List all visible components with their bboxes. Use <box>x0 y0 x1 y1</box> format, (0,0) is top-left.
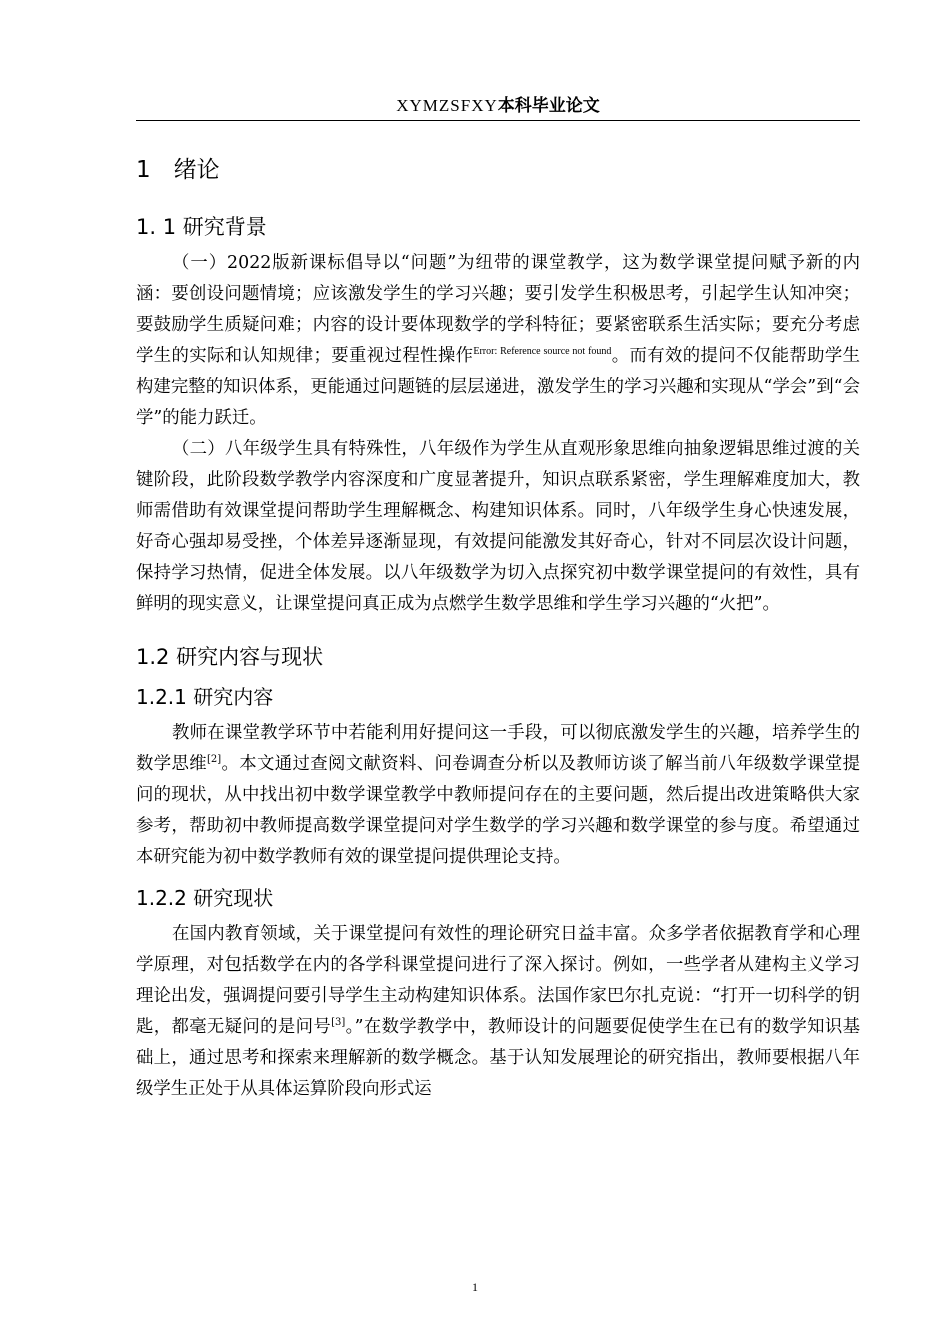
subsection-title-1-2-1: 1.2.1 研究内容 <box>136 685 274 709</box>
header-label: 本科毕业论文 <box>497 96 600 116</box>
paragraph-text: 。”在数学教学中，教师设计的问题要促使学生在已有的数学知识基础上，通过思考和探索来理解新的数学概念。基于认知发展理论的研究指出，教师要根据八年级学生正处于从具体运算阶段向形式运 <box>136 1017 860 1099</box>
reference-error-note: Error: Reference source not found <box>473 346 612 357</box>
section-title-1-1: 1. 1 研究背景 <box>136 215 267 239</box>
section-title-1-2: 1.2 研究内容与现状 <box>136 645 324 669</box>
paragraph-background-1 <box>136 248 860 434</box>
paragraph-research-status <box>136 919 860 1105</box>
citation-ref: [3] <box>331 1017 346 1028</box>
paragraph-text: （一）2022版新课标倡导以“问题”为纽带的课堂教学，这为数学课堂提问赋予新的内涵：要创设问题情境；应该激发学生的学习兴趣；要引发学生积极思考，引起学生认知冲突；要鼓励学生质疑问难；内容的设计要体现数学的学科特征；要紧密联系生活实际；要充分考虑学生的实际和认知规律；要重视过程性操作 <box>136 253 860 366</box>
subsection-title-1-2-2: 1.2.2 研究现状 <box>136 886 274 910</box>
paragraph-text: 。而有效的提问不仅能帮助学生构建完整的知识体系，更能通过问题链的层层递进，激发学生的学习兴趣和实现从“学会”到“会学”的能力跃迁。 <box>136 346 860 428</box>
chapter-title: 1 绪论 <box>136 157 220 183</box>
paragraph-text: 教师在课堂教学环节中若能利用好提问这一手段，可以彻底激发学生的兴趣，培养学生的数学思维 <box>136 723 860 774</box>
citation-ref: [2] <box>206 754 222 765</box>
paragraph-text: 。本文通过查阅文献资料、问卷调查分析以及教师访谈了解当前八年级数学课堂提问的现状，从中找出初中数学课堂教学中教师提问存在的主要问题，然后提出改进策略供大家参考，帮助初中教师提高数学课堂提问对学生数学的学习兴趣和数学课堂的参与度。希望通过本研究能为初中数学教师有效的课堂提问提供理论支持。 <box>136 754 860 867</box>
paragraph-text: 在国内教育领域，关于课堂提问有效性的理论研究日益丰富。众多学者依据教育学和心理学原理，对包括数学在内的各学科课堂提问进行了深入探讨。例如，一些学者从建构主义学习理论出发，强调提问要引导学生主动构建知识体系。法国作家巴尔扎克说：“打开一切科学的钥匙，都毫无疑问的是问号 <box>136 924 860 1037</box>
page-body <box>136 150 860 1105</box>
running-header <box>136 92 860 121</box>
header-code: XYMZSFXY <box>396 96 498 115</box>
page-number: 1 <box>472 1280 478 1294</box>
paragraph-research-content <box>136 718 860 873</box>
paragraph-text: （二）八年级学生具有特殊性，八年级作为学生从直观形象思维向抽象逻辑思维过渡的关键阶段，此阶段数学教学内容深度和广度显著提升，知识点联系紧密，学生理解难度加大，教师需借助有效课堂提问帮助学生理解概念、构建知识体系。同时，八年级学生身心快速发展，好奇心强却易受挫，个体差异逐渐显现，有效提问能激发其好奇心，针对不同层次设计问题，保持学习热情，促进全体发展。以八年级数学为切入点探究初中数学课堂提问的有效性，具有鲜明的现实意义，让课堂提问真正成为点燃学生数学思维和学生学习兴趣的“火把”。 <box>136 439 860 614</box>
paragraph-background-2 <box>136 434 860 620</box>
